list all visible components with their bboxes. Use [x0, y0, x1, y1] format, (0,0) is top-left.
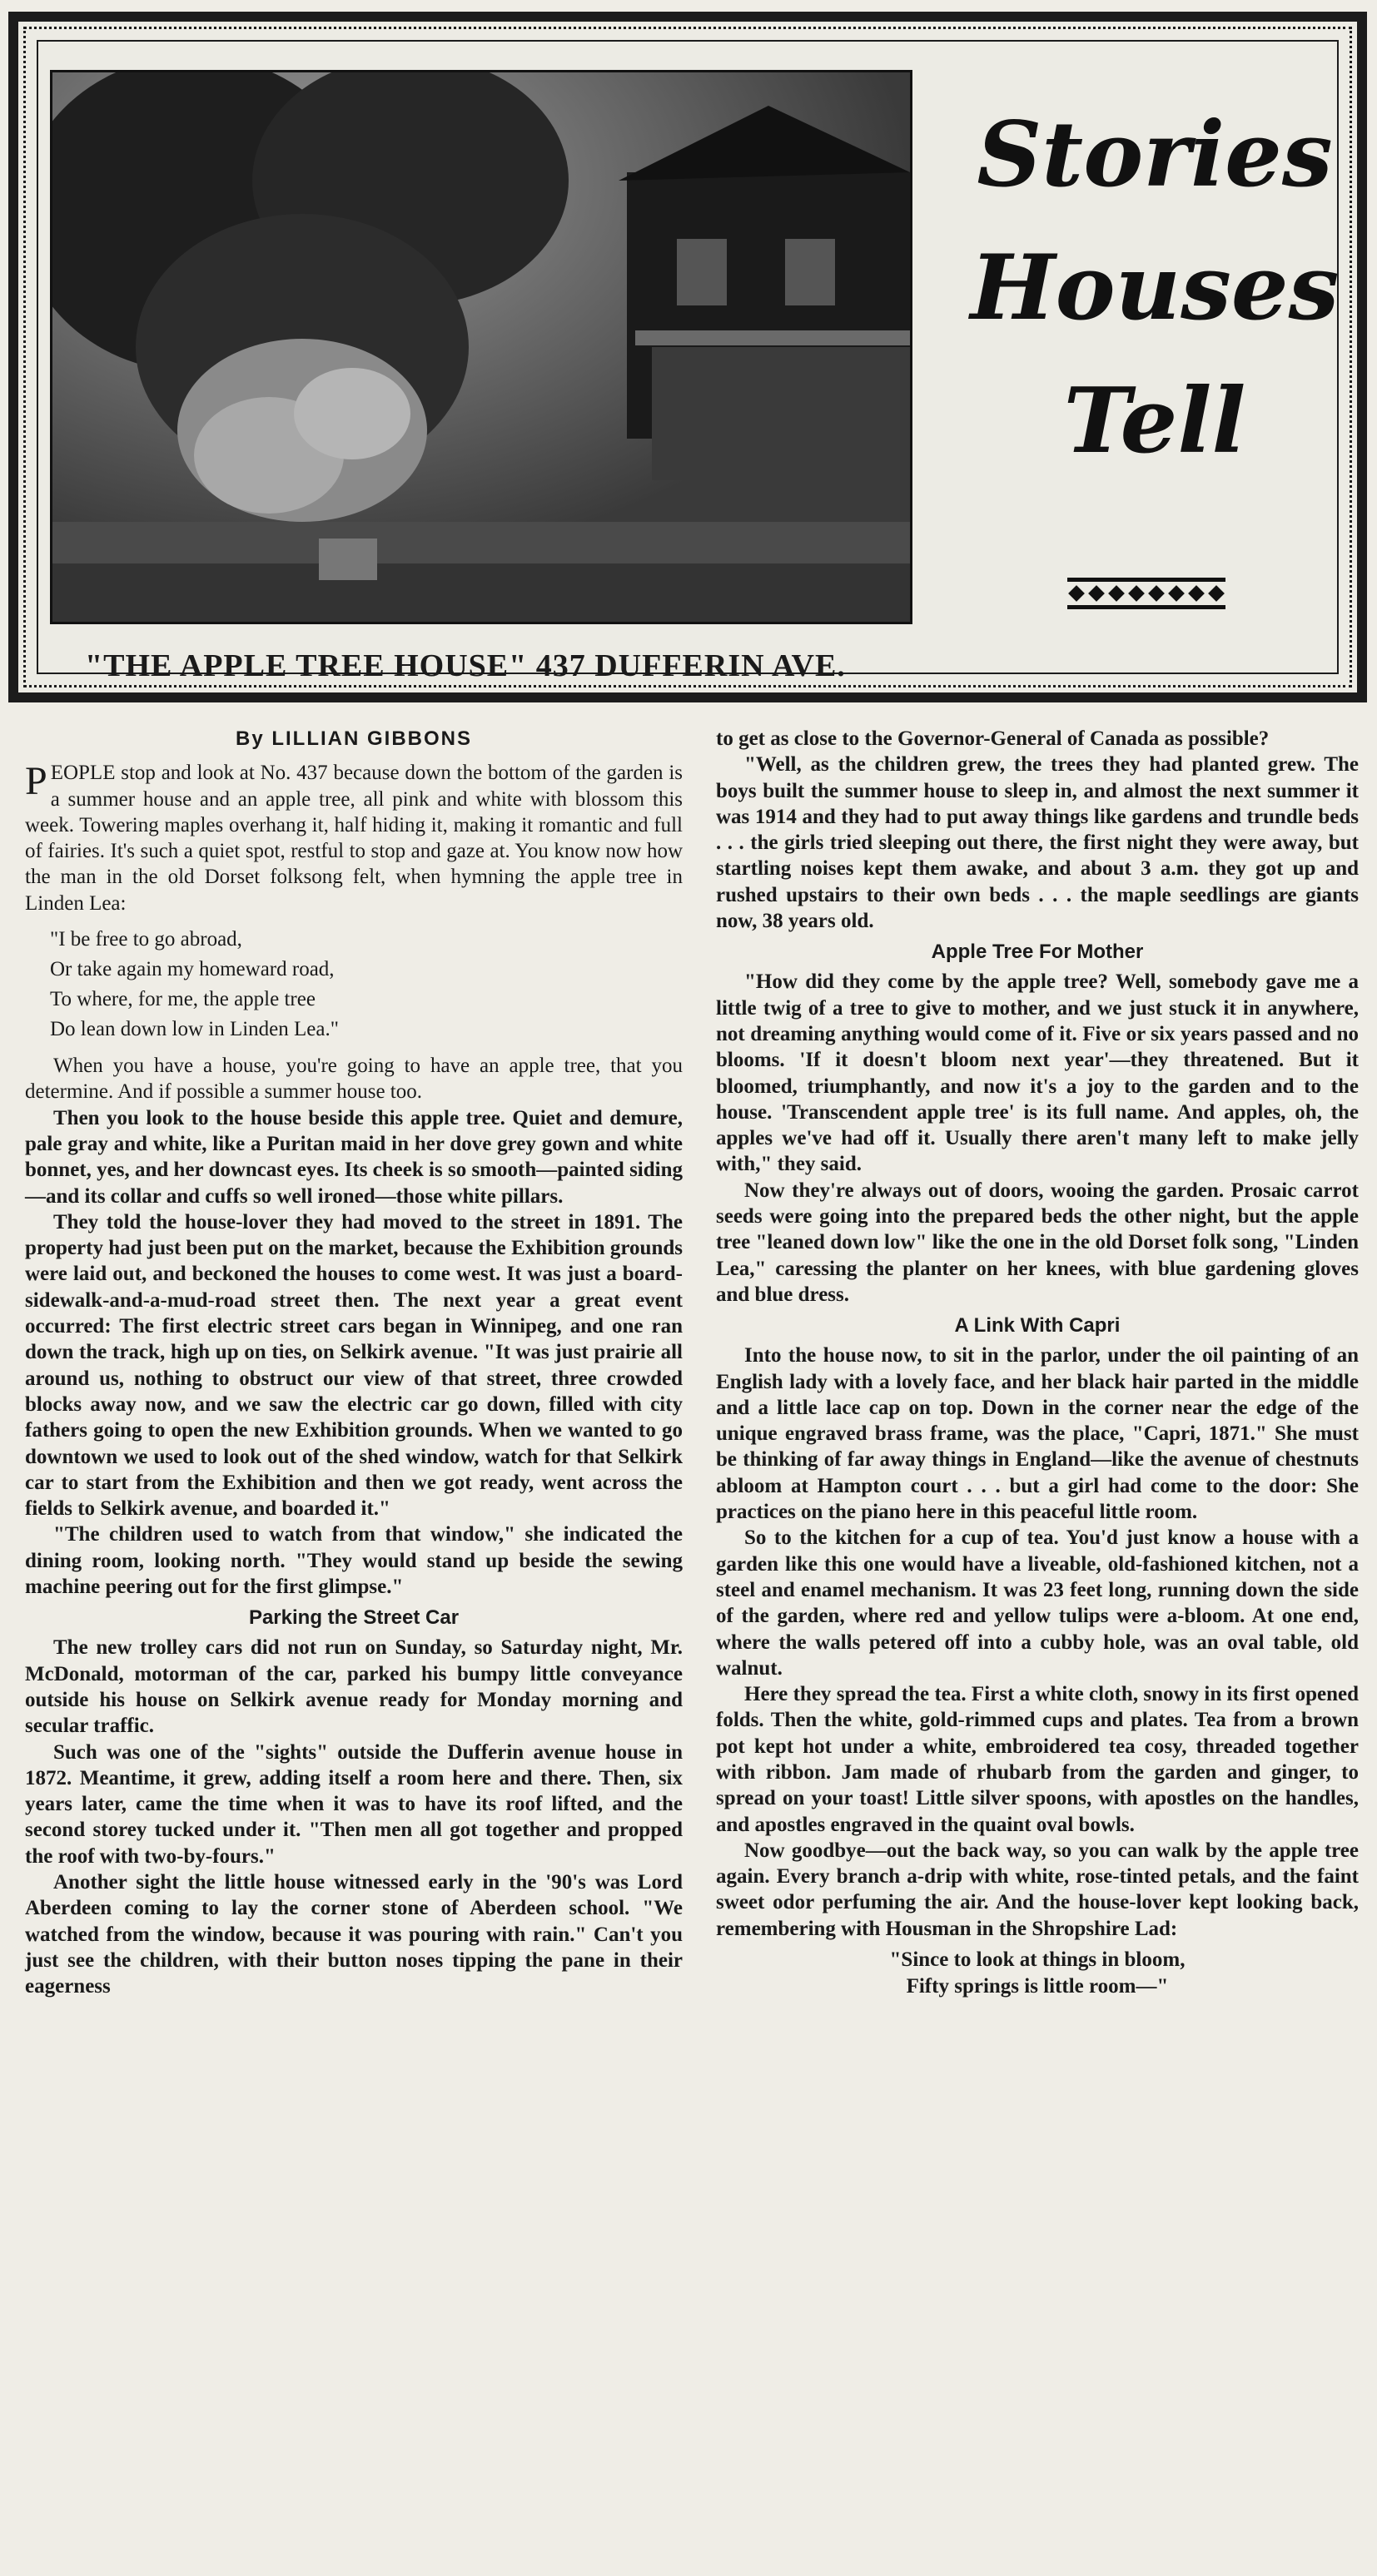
intro-text: EOPLE stop and look at No. 437 because down the bottom of the garden is a summer house and an apple tree, all pink and white with blossom this week. Towering maples overhang it, half hiding it, making it romantic and full of fairies. It's such a quiet spot, restful to stop and gaze at. You know now how the man in the old Dorset folksong felt, when hymning the apple tree in Linden Lea: — [25, 762, 683, 915]
title-line-1: Stories — [977, 102, 1333, 207]
verse-line: Or take again my homeward road, — [50, 958, 335, 981]
body-paragraph: Into the house now, to sit in the parlor, under the oil painting of an English lady with a lovely face, and her black hair parted in the middle and a little lace cap on top. Down in the corner near the edge of the unique engraved brass frame, was the place, "Capri, 1871." She must be thinking of far away things in England—like the avenue of chestnuts abloom at Hampton court . . . but a girl had come to the door: She practices on the piano here in this peaceful little room. — [716, 1344, 1359, 1524]
drop-cap: P — [25, 759, 47, 804]
verse-line: Fifty springs is little room—" — [906, 1975, 1169, 1998]
subhead-apple-tree-for-mother: Apple Tree For Mother — [931, 941, 1144, 964]
body-paragraph: Then you look to the house beside this apple tree. Quiet and demure, pale gray and white, like a Puritan maid in her dove grey gown and white bonnet, yes, and her downcast eyes. Its cheek is so smooth—painted siding—and its collar and cuffs so well ironed—those white pillars. — [25, 1106, 683, 1208]
article-column-right — [716, 726, 1359, 2000]
title-line-3: Tell — [1063, 369, 1246, 474]
body-paragraph: So to the kitchen for a cup of tea. You'd just know a house with a garden like this one would have a liveable, old-fashioned kitchen, not a steel and enamel mechanism. It was 23 feet long, running down the side of the garden, where red and yellow tulips were a-bloom. At one end, where the walls petered off into a cubby hole, was an oval table, old walnut. — [716, 1526, 1359, 1680]
feature-title — [959, 88, 1350, 488]
house-photograph — [50, 70, 912, 624]
body-paragraph: Such was one of the "sights" outside the Dufferin avenue house in 1872. Meantime, it grew, adding itself a room here and there. Then, six years later, came the time when it was to have its roof lifted, and the second storey tucked under it. "Then men all got together and propped the roof with two-by-fours." — [25, 1740, 683, 1868]
body-paragraph: Now they're always out of doors, wooing the garden. Prosaic carrot seeds were going into the prepared beds the other night, but the apple tree "leaned down low" like the one in the old Dorset folk song, "Linden Lea," caressing the planter on her knees, with blue gardening gloves and blue dress. — [716, 1179, 1359, 1306]
verse-line: "I be free to go abroad, — [50, 928, 242, 951]
header-box — [8, 12, 1367, 702]
body-paragraph: Another sight the little house witnessed early in the '90's was Lord Aberdeen coming to lay the corner stone of Aberdeen school. "We watched from the window, because it was pouring with rain." Can't you just see the children, with their button noses tipping the pane in their eagerness — [25, 1870, 683, 1998]
body-paragraph: When you have a house, you're going to have an apple tree, that you determine. And if possible a summer house too. — [25, 1055, 683, 1104]
byline: By LILLIAN GIBBONS — [235, 727, 472, 750]
verse-linden-lea — [50, 925, 683, 1045]
body-paragraph: They told the house-lover they had moved to the street in 1891. The property had just been put on the market, because the Exhibition grounds were laid out, and beckoned the houses to come west. It was just a board-sidewalk-and-a-mud-road street then. The next year a great event occurred: The first electric street cars began in Winnipeg, and one ran down the track, high up on ties, on Selkirk avenue. "It was just prairie all around us, nothing to obstruct our view of that street, three crowded blocks away now, and we saw the electric car go down, filled with city fathers going to open the new Exhibition grounds. When we wanted to go downtown we used to look out of the shed window, watch for that Selkirk car to start from the Exhibition and then we got ready, went across the fields to Selkirk avenue, and boarded it." — [25, 1210, 683, 1521]
body-paragraph: Now goodbye—out the back way, so you can walk by the apple tree again. Every branch a-drip with white, rose-tinted petals, and the faint sweet odor perfuming the air. And the house-lover kept looking back, remembering with Housman in the Shropshire Lad: — [716, 1839, 1359, 1940]
title-line-2: Houses — [970, 236, 1340, 340]
photo-caption: "THE APPLE TREE HOUSE" 437 DUFFERIN AVE. — [85, 648, 846, 683]
subhead-link-with-capri: A Link With Capri — [954, 1314, 1121, 1338]
body-paragraph: to get as close to the Governor-General of Canada as possible? — [716, 727, 1270, 750]
title-ornament — [1067, 578, 1225, 613]
article-column-left — [25, 726, 683, 1999]
house-photo-image — [52, 72, 910, 622]
subhead-parking-street-car: Parking the Street Car — [248, 1606, 460, 1630]
body-paragraph: "Well, as the children grew, the trees they had planted grew. The boys built the summer house to sleep in, and almost the next summer it was 1914 and they had to put away things like gardens and trundle beds . . . the girls tried sleeping out there, the first night they were away, but startling noises kept them awake, and about 3 a.m. they got up and rushed upstairs to their own beds . . . the maple seedlings are giants now, 38 years old. — [716, 753, 1359, 933]
intro-paragraph — [25, 760, 683, 916]
body-paragraph: "How did they come by the apple tree? Well, somebody gave me a little twig of a tree to give to mother, and we just stuck it in anywhere, not dreaming anything would come of it. Five or six years passed and no blooms. 'If it doesn't bloom next year'—they threatened. But it bloomed, triumphantly, and now it's a joy to the garden and to the house. 'Transcendent apple tree' is its full name. And apples, oh, the apples we've had off it. Usually there aren't many left to make jelly with," they said. — [716, 970, 1359, 1176]
verse-line: "Since to look at things in bloom, — [889, 1948, 1186, 1972]
body-paragraph: The new trolley cars did not run on Sunday, so Saturday night, Mr. McDonald, motorman of the car, parked his bumpy little conveyance outside his house on Selkirk avenue ready for Monday morning and secular traffic. — [25, 1636, 683, 1738]
verse-line: Do lean down low in Linden Lea." — [50, 1018, 339, 1041]
body-paragraph: "The children used to watch from that window," she indicated the dining room, looking north. "They would stand up beside the sewing machine peering out for the first glimpse." — [25, 1523, 683, 1599]
body-paragraph: Here they spread the tea. First a white cloth, snowy in its first opened folds. Then the white, gold-rimmed cups and plates. Tea from a brown pot kept hot under a white, embroidered tea cosy, threaded together with ribbon. Jam made of rhubarb from the garden and ginger, to spread on your toast! Little silver spoons, with apostles on the handles, and apostles engraved in the quaint oval bowls. — [716, 1683, 1359, 1836]
verse-housman — [716, 1947, 1359, 2000]
verse-line: To where, for me, the apple tree — [50, 988, 316, 1011]
